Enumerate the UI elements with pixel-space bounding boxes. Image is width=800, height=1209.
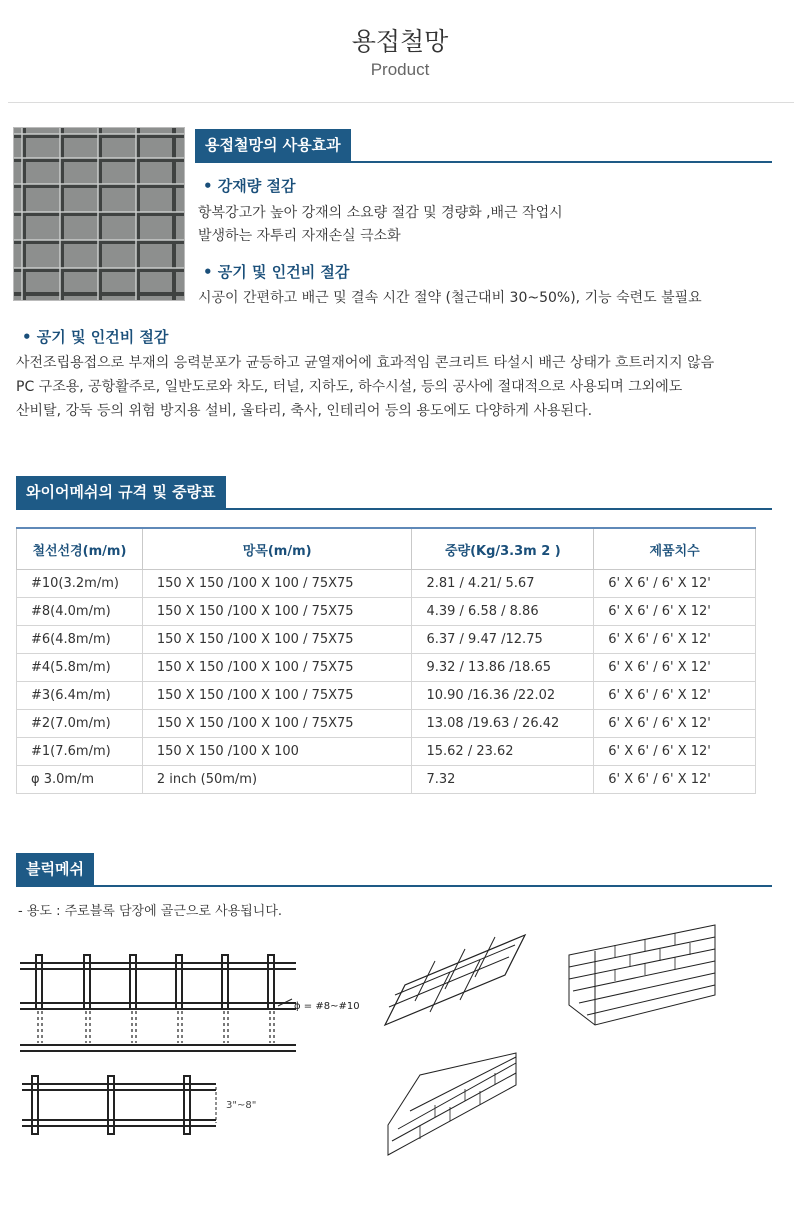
- table-row: [17, 738, 756, 766]
- steel-text-1: 항복강고가 높아 강재의 소요량 절감 및 경량화 ,배근 작업시: [198, 205, 563, 221]
- spec-tab: 와이어메쉬의 규격 및 중량표: [16, 476, 226, 508]
- mesh-image: [14, 128, 184, 300]
- cell-wire: #2(7.0m/m): [17, 710, 143, 738]
- block-section-header: [16, 853, 772, 885]
- cell-weight: 2.81 / 4.21/ 5.67: [412, 570, 594, 598]
- usage-text-2: PC 구조용, 공항활주로, 일반도로와 차도, 터널, 지하도, 하수시설, 등의 공사에 절대적으로 사용되며 그외에도: [16, 379, 683, 395]
- cell-size: 6' X 6' / 6' X 12': [594, 598, 756, 626]
- effects-section-header: [195, 129, 772, 161]
- cell-weight: 9.32 / 13.86 /18.65: [412, 654, 594, 682]
- spec-table: [16, 527, 756, 794]
- cell-mesh: 150 X 150 /100 X 100 / 75X75: [142, 654, 412, 682]
- cell-weight: 7.32: [412, 766, 594, 794]
- bullet-title-steel: • 강재량 절감: [203, 177, 296, 195]
- table-row: [17, 766, 756, 794]
- cell-weight: 6.37 / 9.47 /12.75: [412, 626, 594, 654]
- table-row: [17, 682, 756, 710]
- bullet-title-labor-2: • 공기 및 인건비 절감: [22, 328, 169, 346]
- page-subtitle: Product: [370, 60, 430, 79]
- cell-wire: #8(4.0m/m): [17, 598, 143, 626]
- cell-wire: #3(6.4m/m): [17, 682, 143, 710]
- cell-size: 6' X 6' / 6' X 12': [594, 710, 756, 738]
- table-row: [17, 710, 756, 738]
- cell-mesh: 150 X 150 /100 X 100: [142, 738, 412, 766]
- cell-wire: φ 3.0m/m: [17, 766, 143, 794]
- block-tab: 블럭메쉬: [16, 853, 94, 885]
- cell-size: 6' X 6' / 6' X 12': [594, 738, 756, 766]
- block-usage-text: - 용도 : 주로블록 담장에 골근으로 사용됩니다.: [18, 904, 283, 919]
- cell-mesh: 2 inch (50m/m): [142, 766, 412, 794]
- usage-text-1: 사전조립용접으로 부재의 응력분포가 균등하고 균열재어에 효과적임 콘크리트 타설시 배근 상태가 흐트러지지 않음: [16, 355, 715, 371]
- spec-section-header: [16, 476, 772, 508]
- bullet-title-labor: • 공기 및 인건비 절감: [203, 263, 350, 281]
- ladder-detail-diagram: [20, 1070, 300, 1140]
- section-line: [195, 161, 772, 163]
- col-header: 제품치수: [594, 528, 756, 570]
- ladder-mesh-diagram: [16, 945, 376, 1065]
- cell-weight: 13.08 /19.63 / 26.42: [412, 710, 594, 738]
- cell-wire: #1(7.6m/m): [17, 738, 143, 766]
- cell-wire: #4(5.8m/m): [17, 654, 143, 682]
- cell-size: 6' X 6' / 6' X 12': [594, 654, 756, 682]
- cell-weight: 4.39 / 6.58 / 8.86: [412, 598, 594, 626]
- usage-text-3: 산비탈, 강둑 등의 위험 방지용 설비, 울타리, 축사, 인테리어 등의 용도에도 다양하게 사용된다.: [16, 403, 593, 419]
- welded-mesh-photo: [13, 127, 185, 301]
- col-header: 망목(m/m): [142, 528, 412, 570]
- cell-mesh: 150 X 150 /100 X 100 / 75X75: [142, 682, 412, 710]
- cell-wire: #6(4.8m/m): [17, 626, 143, 654]
- effects-tab: 용접철망의 사용효과: [195, 129, 351, 161]
- cell-size: 6' X 6' / 6' X 12': [594, 682, 756, 710]
- diagram-label-height: 3"~8": [226, 1100, 257, 1111]
- steel-text-2: 발생하는 자투리 자재손실 극소화: [198, 228, 401, 244]
- block-wall-illustration-1: [375, 915, 535, 1035]
- cell-mesh: 150 X 150 /100 X 100 / 75X75: [142, 626, 412, 654]
- cell-size: 6' X 6' / 6' X 12': [594, 626, 756, 654]
- cell-wire: #10(3.2m/m): [17, 570, 143, 598]
- cell-mesh: 150 X 150 /100 X 100 / 75X75: [142, 598, 412, 626]
- table-row: [17, 598, 756, 626]
- table-row: [17, 654, 756, 682]
- block-wall-illustration-2: [565, 915, 725, 1035]
- table-header-row: [17, 528, 756, 570]
- cell-mesh: 150 X 150 /100 X 100 / 75X75: [142, 710, 412, 738]
- page-title: 용접철망: [351, 27, 449, 56]
- cell-weight: 10.90 /16.36 /22.02: [412, 682, 594, 710]
- col-header: 철선선경(m/m): [17, 528, 143, 570]
- cell-size: 6' X 6' / 6' X 12': [594, 570, 756, 598]
- cell-weight: 15.62 / 23.62: [412, 738, 594, 766]
- col-header: 중량(Kg/3.3m 2 ): [412, 528, 594, 570]
- table-row: [17, 626, 756, 654]
- labor-text-1: 시공이 간편하고 배근 및 결속 시간 절약 (철근대비 30~50%), 기능 숙련도 불필요: [198, 290, 702, 306]
- block-wall-illustration-3: [380, 1045, 540, 1170]
- section-line: [16, 885, 772, 887]
- diagram-label-wire: ϕ = #8~#10: [294, 1001, 360, 1012]
- section-line: [16, 508, 772, 510]
- cell-mesh: 150 X 150 /100 X 100 / 75X75: [142, 570, 412, 598]
- table-row: [17, 570, 756, 598]
- cell-size: 6' X 6' / 6' X 12': [594, 766, 756, 794]
- divider: [8, 102, 794, 103]
